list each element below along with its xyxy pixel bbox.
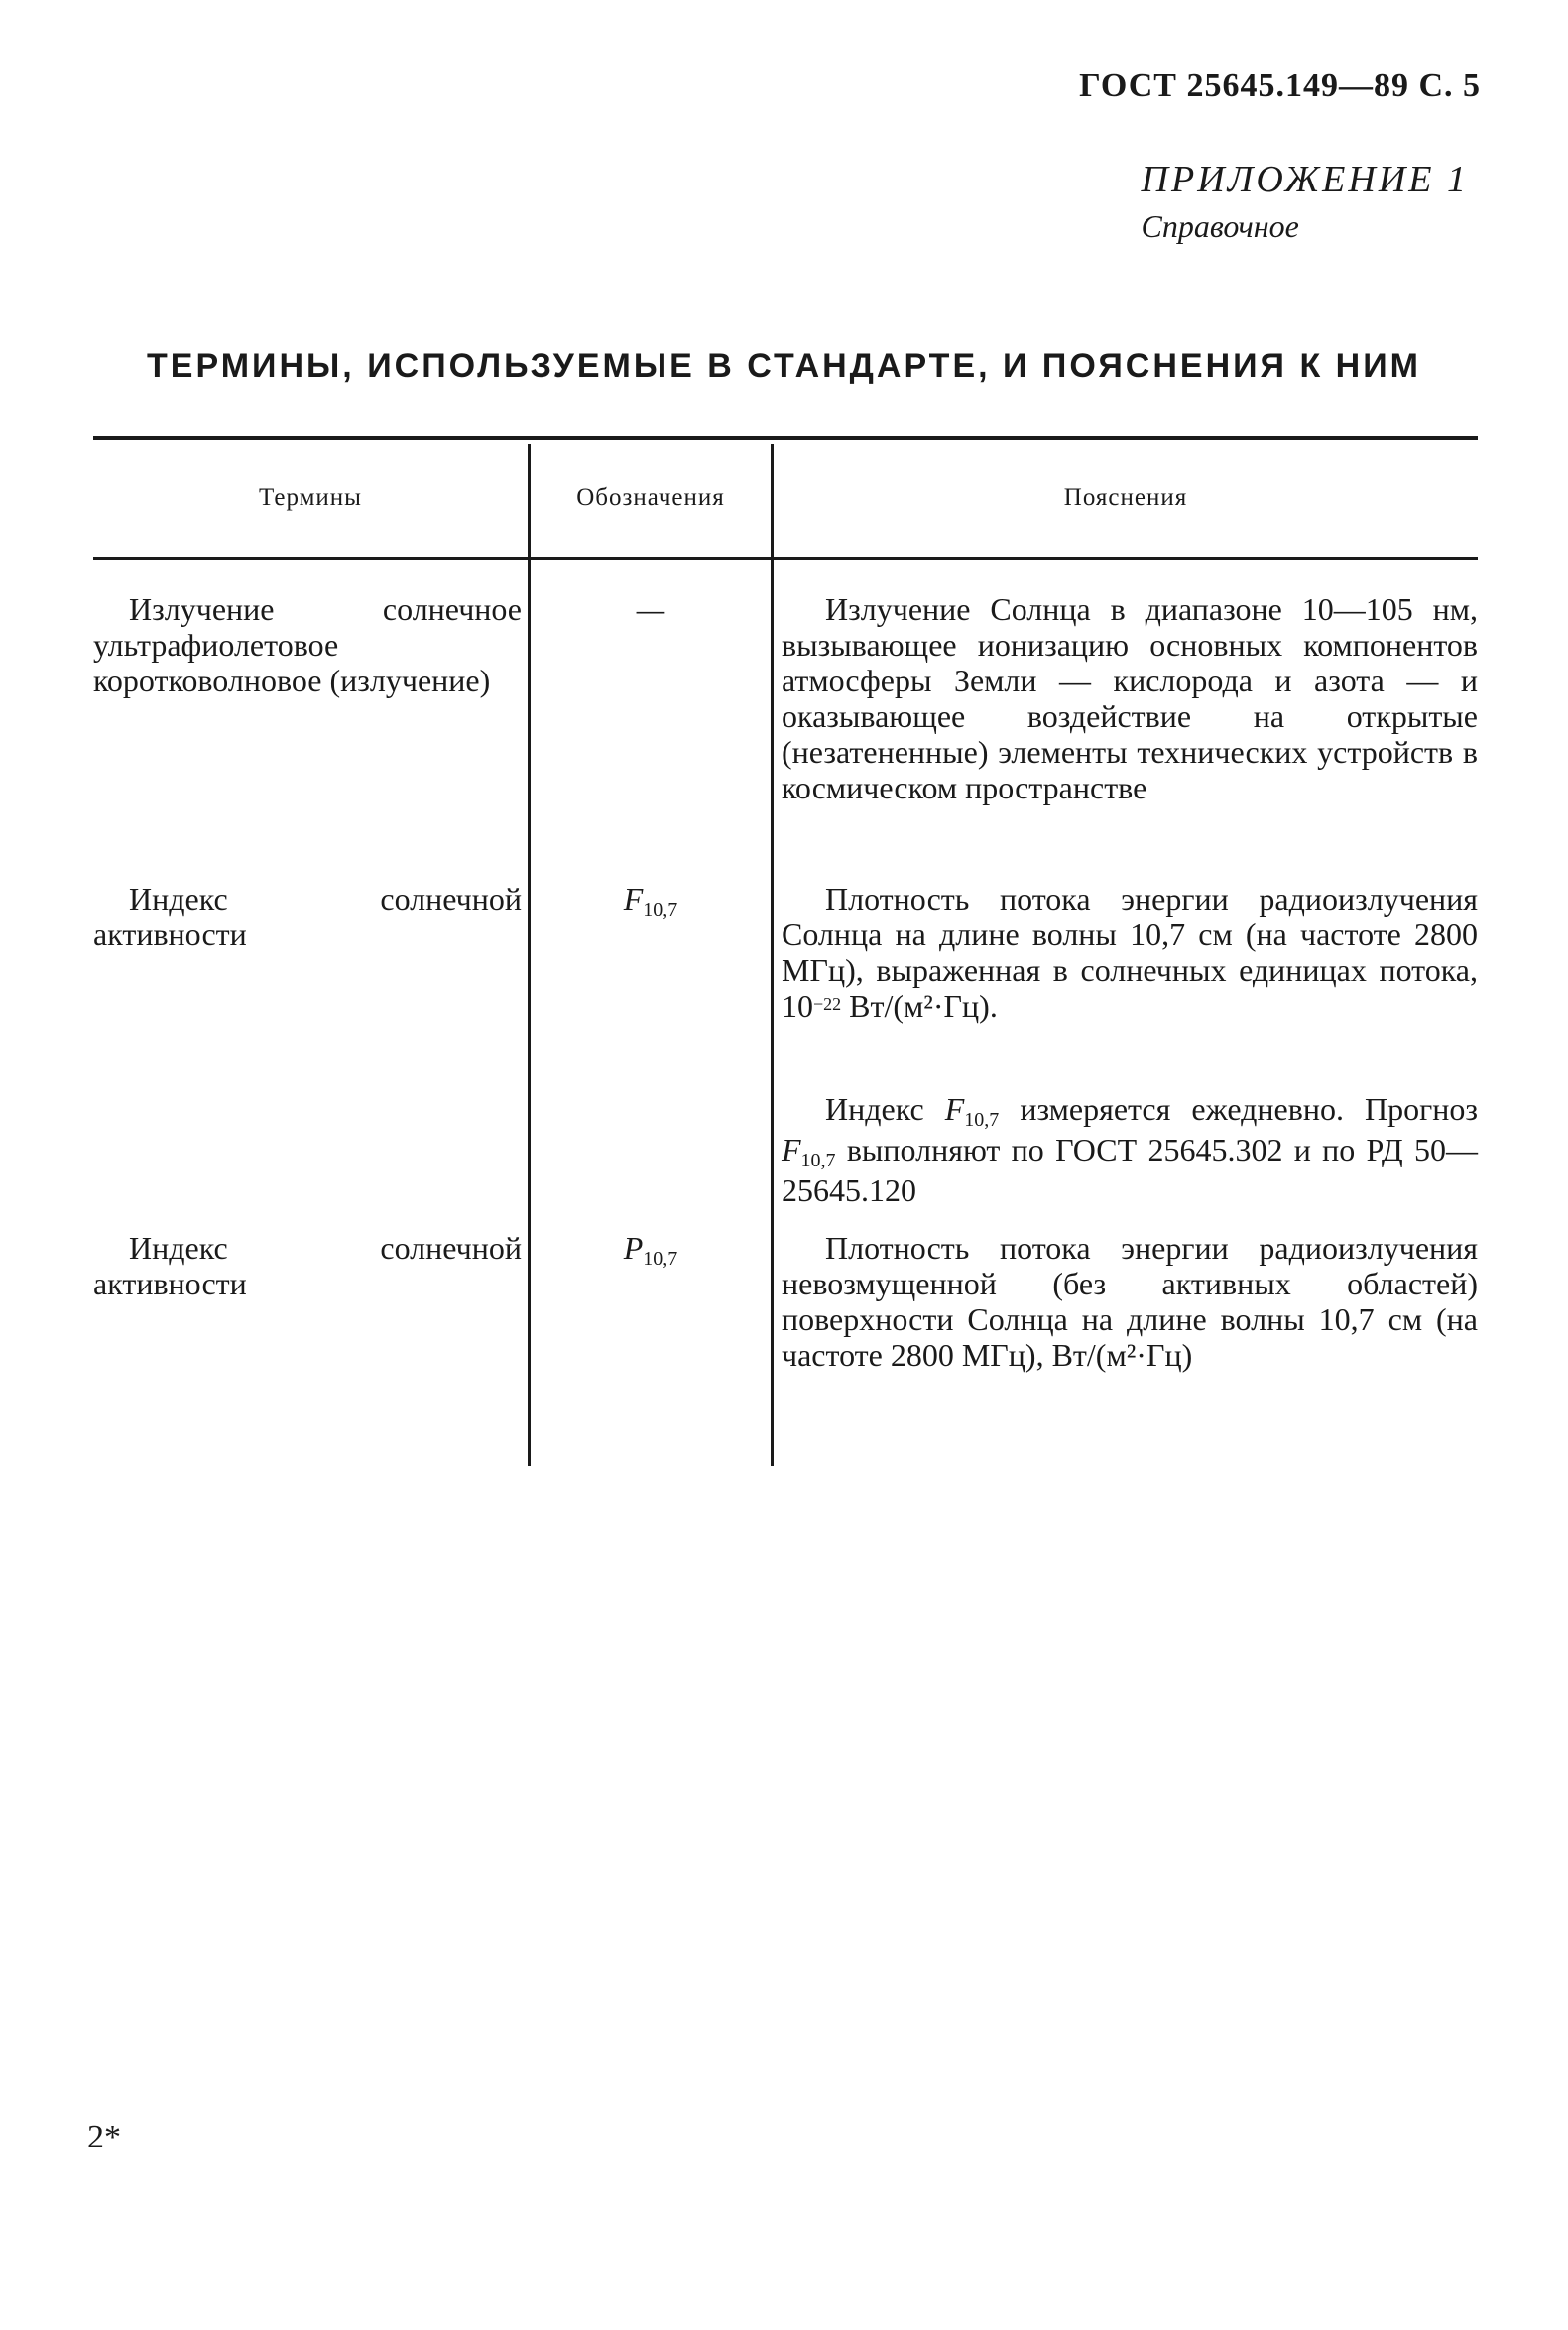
symbol-base: P [623,1230,644,1266]
explanation-text: измеряется ежедневно. Прогноз [999,1091,1479,1127]
inline-symbol-subscript: 10,7 [964,1109,1000,1131]
explanation-text: Индекс [825,1091,945,1127]
column-header-symbols: Обозначения [576,484,725,511]
term-cell: Излучение солнечное ультрафиолетовое коротковолновое (излучение) [93,591,522,698]
inline-symbol: F [944,1091,965,1127]
explanation-cell [782,881,1478,1024]
column-header-terms: Термины [259,484,362,511]
document-title: ТЕРМИНЫ, ИСПОЛЬЗУЕМЫЕ В СТАНДАРТЕ, И ПОЯСНЕНИЯ К НИМ [147,347,1421,385]
term-cell: Индекс солнечной активности [93,1230,522,1301]
appendix-block [1142,155,1469,248]
symbol-subscript: 10,7 [643,899,678,920]
table-header-rule [93,557,1478,560]
terms-table [93,436,1478,1468]
explanation-text: Вт/(м²·Гц). [841,988,998,1024]
symbol-cell [531,881,771,921]
symbol-subscript: 10,7 [643,1248,678,1270]
table-top-rule [93,436,1478,440]
column-header-explanations: Пояснения [1063,484,1188,511]
symbol-dash: — [636,591,665,627]
symbol-cell [531,591,771,627]
inline-symbol: F [782,1132,801,1167]
appendix-title: ПРИЛОЖЕНИЕ 1 [1141,159,1469,200]
explanation-cell: Плотность потока энергии радиоизлучения невозмущенной (без активных областей) поверхности Солнца на длине волны 10,7 см (на частоте 2800 МГц), Вт/(м²·Гц) [782,1230,1478,1373]
explanation-exponent: −22 [813,994,842,1014]
column-divider [771,444,774,1466]
explanation-cell: Излучение Солнца в диапазоне 10—105 нм, вызывающее ионизацию основных компонентов атмосферы Земли — кислорода и азота — и оказывающее воздействие на открытые (незатененные) элементы технических устройств в космическом пространстве [782,591,1478,805]
explanation-text: выполняют по ГОСТ 25645.302 и по РД 50—25645.120 [782,1132,1478,1208]
symbol-cell [531,1230,771,1271]
appendix-subtitle: Справочное [1141,208,1299,244]
explanation-note [782,1091,1478,1208]
sheet-mark: 2* [87,2119,121,2155]
explanation-text: Плотность потока энергии радиоизлучения Солнца на длине волны 10,7 см (на частоте 2800 МГц), выраженная в солнечных единицах потока, 10 [782,881,1478,1024]
term-cell: Индекс солнечной активности [93,881,522,952]
inline-symbol-subscript: 10,7 [800,1150,836,1171]
symbol-base: F [623,881,644,917]
page-header: ГОСТ 25645.149—89 С. 5 [1079,67,1481,104]
